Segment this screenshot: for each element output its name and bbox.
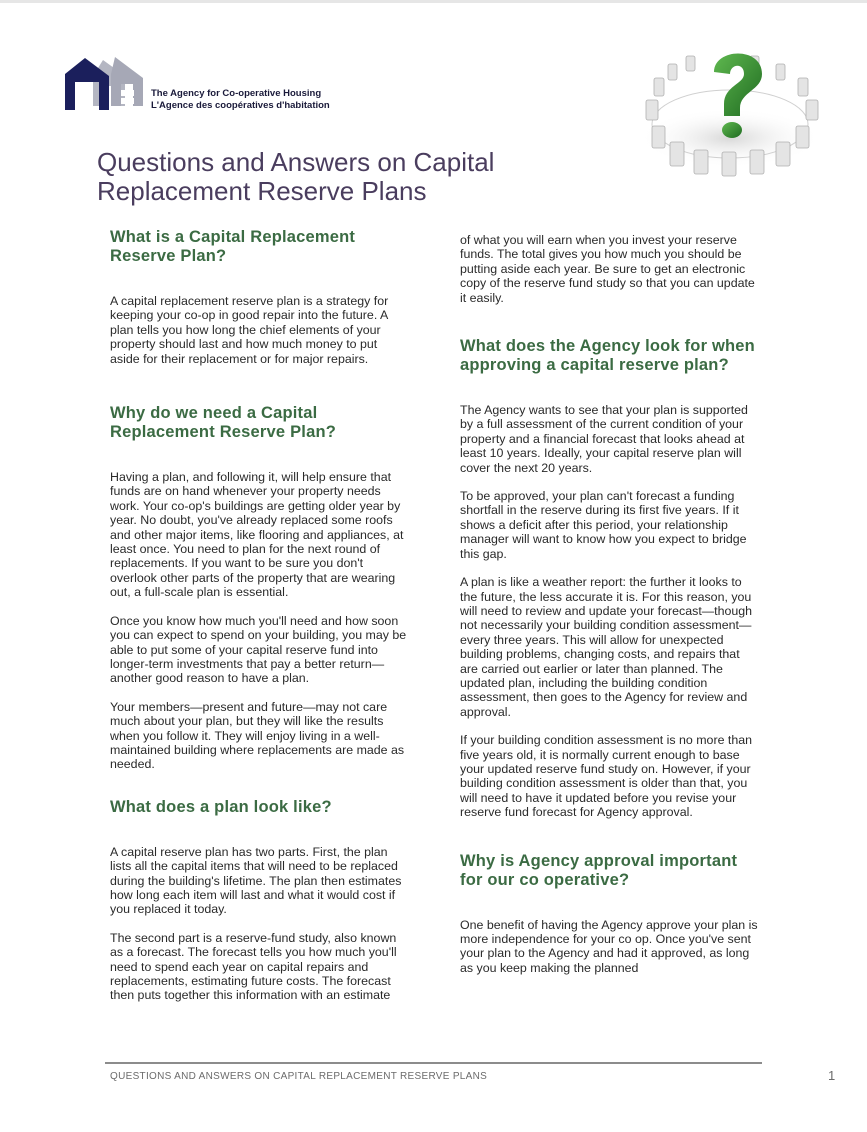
org-name-english: The Agency for Co-operative Housing	[151, 88, 322, 99]
agency-logo	[63, 54, 343, 116]
footer-title: QUESTIONS AND ANSWERS ON CAPITAL REPLACEMENT RESERVE PLANS	[110, 1071, 488, 1082]
paragraph: A plan is like a weather report: the further it looks to the future, the less accurate it is. For this reason, you will need to review and update your forecast—though not necessarily your building condition assessment—every three years. This will allow for unexpected building problems, changing costs, and repairs that are carried out earlier or later than planned. The updated plan, including the building condition assessment, then goes to the Agency for review and approval.	[460, 575, 753, 719]
paragraph: To be approved, your plan can't forecast a funding shortfall in the reserve during its first five years. If it shows a deficit after this period, your relationship manager will want to know how you expect to bridge this gap.	[460, 489, 747, 561]
right-column	[460, 233, 760, 975]
paragraph: If your building condition assessment is no more than five years old, it is normally current enough to base your updated reserve fund study on. However, if your building condition assessment is older than that, you will need to have it updated before you revise your reserve fund forecast for Agency approval.	[460, 733, 753, 820]
hero-image	[630, 38, 830, 178]
paragraph: The second part is a reserve-fund study, also known as a forecast. The forecast tells you how much you'll need to spend each year on capital repairs and replacements, estimating future costs. The forecast then puts together this information with an estimate	[110, 930, 397, 1003]
section-heading: What does a plan look like?	[110, 797, 332, 816]
paragraph: The Agency wants to see that your plan is supported by a full assessment of the current condition of your property and a financial forecast that looks ahead at least 10 years. Ideally, your capital reserve plan will cover the next 20 years.	[460, 403, 748, 475]
section-heading: What is a Capital Replacement Reserve Plan?	[110, 228, 356, 265]
paragraph: of what you will earn when you invest your reserve funds. The total gives you how much you should be putting aside each year. Be sure to get an electronic copy of the reserve fund study so that you can update it easily.	[460, 233, 755, 305]
paragraph: One benefit of having the Agency approve your plan is more independence for your co op. Once you've sent your plan to the Agency and had it approved, as long as you keep making the planned	[460, 917, 758, 975]
section-heading: What does the Agency look for when approving a capital reserve plan?	[460, 337, 755, 375]
page-title: Questions and Answers on Capital Replacement Reserve Plans	[97, 147, 495, 206]
section-heading: Why is Agency approval important for our co operative?	[460, 851, 738, 889]
section-heading: Why do we need a Capital Replacement Reserve Plan?	[110, 404, 337, 442]
page-number: 1	[828, 1068, 836, 1083]
question-mark-circle-of-chairs-icon	[630, 38, 830, 178]
paragraph: A capital replacement reserve plan is a strategy for keeping your co-op in good repair into the future. A plan tells you how long the chief elements of your property should last and how much money to put aside for their replacement or for major repairs.	[110, 294, 389, 366]
paragraph: Once you know how much you'll need and how soon you can expect to spend on your building, you may be able to put some of your capital reserve fund into longer-term investments that pay a better return—another good reason to have a plan.	[110, 613, 407, 686]
top-border	[0, 0, 867, 3]
houses-logo-icon	[63, 54, 145, 112]
paragraph: Your members—present and future—may not care much about your plan, but they will like the results when you follow it. They will enjoy living in a well-maintained building where replacements are made as needed.	[110, 699, 405, 772]
org-name-french: L'Agence des coopératives d'habitation	[151, 100, 330, 111]
left-column	[110, 228, 410, 1003]
paragraph: A capital reserve plan has two parts. First, the plan lists all the capital items that will need to be replaced during the building's lifetime. The plan then estimates how long each item will last and what it would cost if you replaced it today.	[110, 844, 402, 917]
paragraph: Having a plan, and following it, will help ensure that funds are on hand whenever your property needs work. Your co-op's buildings are getting older year by year. No doubt, you've already replaced some roofs and other major items, like flooring and appliances, at least once. You need to plan for the next round of replacements. If you want to be sure you don't overlook other parts of the property that are wearing out, a full-scale plan is essential.	[110, 470, 404, 600]
footer-rule	[105, 1062, 762, 1064]
